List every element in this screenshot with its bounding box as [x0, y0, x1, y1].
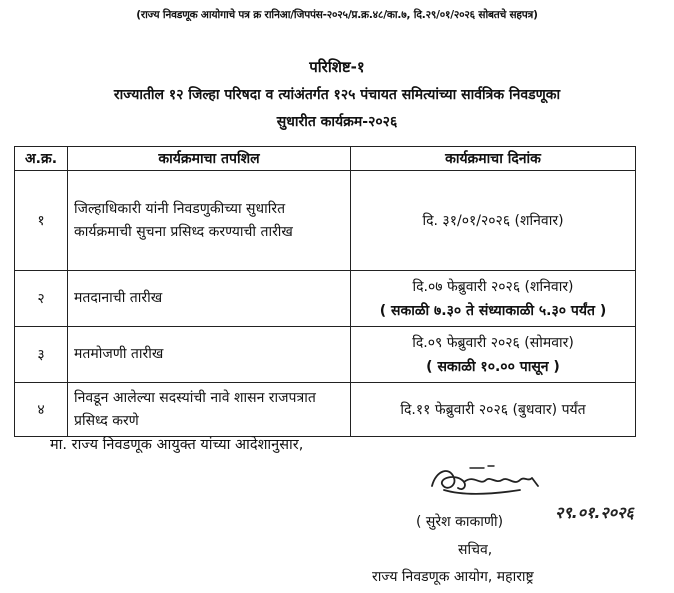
signatory-name: ( सुरेश काकाणी) [416, 514, 504, 530]
row-date [351, 327, 636, 383]
row-serial: १ [15, 171, 68, 271]
signature-image [424, 456, 554, 504]
row-serial: ४ [15, 383, 68, 437]
signatory-designation: सचिव, [458, 542, 493, 558]
schedule-table [14, 146, 636, 437]
row-detail: निवडून आलेल्या सदस्यांची नावे शासन राजपत्रात प्रसिध्द करणे [68, 383, 351, 437]
table-row [15, 171, 636, 271]
table-row [15, 383, 636, 437]
row-date-text: दि.११ फेब्रुवारी २०२६ (बुधवार) पर्यंत [400, 401, 586, 418]
reference-line: (राज्य निवडणूक आयोगाचे पत्र क्र रानिआ/जिपपंस-२०२५/प्र.क्र.४८/का.७, दि.२९/०१/२०२६ सोबतचे सहपत्र) [136, 9, 538, 21]
row-date [351, 383, 636, 437]
row-date [351, 171, 636, 271]
row-detail: मतमोजणी तारीख [68, 327, 351, 383]
signatory-organization: राज्य निवडणूक आयोग, महाराष्ट्र [372, 569, 534, 585]
table-row [15, 327, 636, 383]
table-row [15, 271, 636, 327]
header-date: कार्यक्रमाचा दिनांक [351, 147, 636, 171]
row-date-note: ( सकाळी ७.३० ते संध्याकाळी ५.३० पर्यंत ) [379, 302, 607, 319]
document-subtitle: सुधारीत कार्यक्रम-२०२६ [276, 114, 398, 130]
header-detail: कार्यक्रमाचा तपशिल [68, 147, 351, 171]
row-serial: ३ [15, 327, 68, 383]
annexure-heading: परिशिष्ट-१ [309, 58, 365, 76]
row-detail: मतदानाची तारीख [68, 271, 351, 327]
row-detail: जिल्हाधिकारी यांनी निवडणुकीच्या सुधारित कार्यक्रमाची सुचना प्रसिध्द करण्याची तारीख [68, 171, 351, 271]
handwritten-date-text: २९.०१.२०२६ [555, 503, 634, 522]
table-header-row [15, 147, 636, 171]
order-line: मा. राज्य निवडणूक आयुक्त यांच्या आदेशानुसार, [50, 437, 304, 453]
row-date-note: ( सकाळी १०.०० पासून ) [426, 358, 560, 375]
handwritten-date [553, 500, 671, 524]
document-title: राज्यातील १२ जिल्हा परिषदा व त्यांअंतर्गत १२५ पंचायत समित्यांच्या सार्वत्रिक निवडणूका [113, 87, 561, 103]
row-date-text: दि. ३१/०१/२०२६ (शनिवार) [422, 212, 564, 229]
row-date-text: दि.०९ फेब्रुवारी २०२६ (सोमवार) [412, 334, 574, 351]
row-date [351, 271, 636, 327]
row-date-text: दि.०७ फेब्रुवारी २०२६ (शनिवार) [412, 278, 574, 295]
row-serial: २ [15, 271, 68, 327]
header-serial: अ.क्र. [15, 147, 68, 171]
